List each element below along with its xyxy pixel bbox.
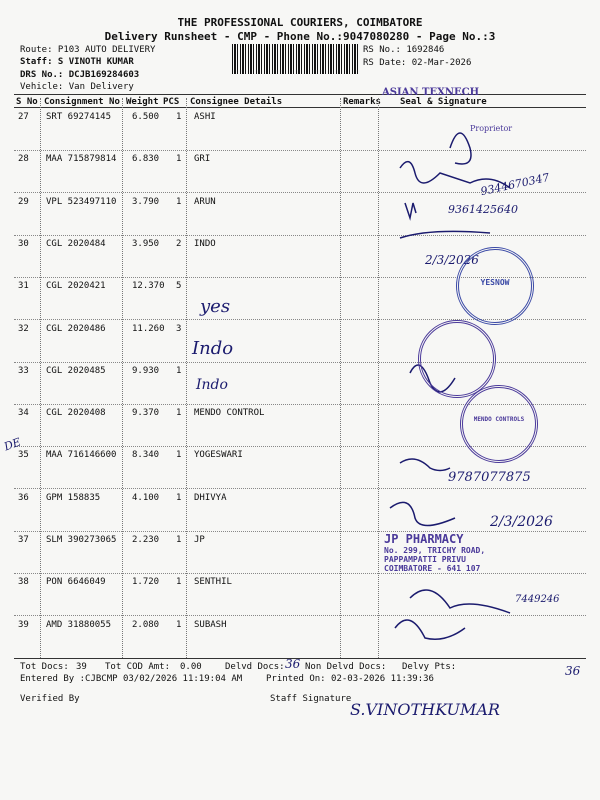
header-rule-top (14, 94, 586, 95)
stamp-line: No. 299, TRICHY ROAD, (384, 546, 486, 555)
row-sno: 30 (18, 238, 29, 249)
row-consignee: ASHI (194, 112, 216, 122)
company-title: THE PROFESSIONAL COURIERS, COIMBATORE (177, 16, 423, 29)
row-weight: 12.370 (132, 281, 165, 292)
tot-docs-label: Tot Docs: (20, 662, 69, 672)
row-weight: 11.260 (132, 323, 165, 334)
handwritten-note: DE (2, 435, 23, 454)
row-consignee: SUBASH (194, 619, 227, 630)
signature-stroke (400, 162, 510, 188)
rs-date: RS Date: 02-Mar-2026 (363, 58, 472, 68)
col-seal: Seal & Signature (400, 97, 487, 107)
row-pcs: 1 (176, 408, 182, 419)
stamp-line: COIMBATORE - 641 107 (384, 564, 481, 573)
handwritten-phone: 9344670347 (479, 170, 551, 199)
row-consignee: SENTHIL (194, 577, 232, 588)
row-sno: 38 (18, 577, 29, 588)
col-consignment: Consignment No (44, 97, 120, 107)
signature-stroke (400, 231, 490, 238)
row-consignee: JP (194, 535, 205, 545)
row-pcs: 1 (176, 154, 182, 165)
row-weight: 9.930 (132, 365, 160, 376)
delvy-pts-value: 36 (565, 664, 581, 678)
printed-on: Printed On: 02-03-2026 11:39:36 (266, 674, 434, 684)
handwritten-phone: 9787077875 (448, 470, 531, 485)
row-consignment: CGL 2020484 (46, 238, 106, 249)
row-consignee: DHIVYA (194, 492, 227, 503)
signature-stroke (450, 133, 471, 164)
row-weight: 6.830 (132, 154, 160, 165)
row-consignment: CGL 2020408 (46, 408, 106, 419)
row-sno: 35 (18, 450, 29, 461)
row-sno: 39 (18, 619, 29, 630)
row-sno: 29 (18, 196, 29, 207)
row-weight: 2.080 (132, 619, 160, 630)
route-label: Route: P103 AUTO DELIVERY (20, 45, 156, 55)
drs-label: DRS No.: DCJB169284603 (20, 70, 140, 80)
row-pcs: 1 (176, 492, 182, 503)
row-pcs: 1 (176, 196, 182, 207)
row-consignment: CGL 2020485 (46, 365, 106, 376)
col-consignee: Consignee Details (190, 97, 283, 107)
row-consignment: PON 6646049 (46, 577, 106, 588)
company-seal (456, 247, 534, 325)
stamp-line: PAPPAMPATTI PRIVU (384, 555, 466, 564)
row-consignment: CGL 2020421 (46, 281, 106, 292)
row-pcs: 1 (176, 619, 182, 630)
stamp-title: JP PHARMACY (384, 532, 464, 546)
row-sno: 32 (18, 323, 29, 334)
handwritten-indo: Indo (192, 338, 234, 359)
row-weight: 1.720 (132, 577, 160, 588)
verified-by: Verified By (20, 694, 80, 704)
handwritten-yes: yes (200, 296, 231, 317)
row-pcs: 2 (176, 238, 182, 249)
jp-pharmacy-stamp (384, 532, 534, 573)
row-consignee: GRI (194, 154, 211, 165)
signature-stroke (390, 502, 455, 525)
row-consignee: MENDO CONTROL (194, 408, 265, 419)
rs-number: RS No.: 1692846 (363, 45, 445, 55)
barcode (232, 44, 360, 74)
row-pcs: 5 (176, 281, 182, 292)
row-consignment: VPL 523497110 (46, 196, 117, 207)
row-consignment: AMD 31880055 (46, 619, 112, 630)
staff-handwritten-signature: S.VINOTHKUMAR (350, 700, 500, 719)
tot-cod-label: Tot COD Amt: (105, 662, 171, 672)
row-weight: 3.790 (132, 196, 160, 207)
signature-stroke (405, 203, 416, 218)
row-sno: 28 (18, 154, 29, 165)
row-consignment: GPM 158835 (46, 492, 101, 503)
col-pcs: PCS (163, 97, 180, 107)
signature-stroke (395, 620, 465, 639)
handwritten-phone: 7449246 (515, 594, 560, 605)
handwritten-phone: 9361425640 (448, 203, 518, 216)
staff-label: Staff: S VINOTH KUMAR (20, 57, 134, 67)
row-pcs: 1 (176, 450, 182, 461)
row-consignment: SRT 69274145 (46, 112, 112, 122)
col-remarks: Remarks (343, 97, 381, 107)
round-seal (418, 320, 496, 398)
row-pcs: 3 (176, 323, 182, 334)
row-weight: 3.950 (132, 238, 160, 249)
row-pcs: 1 (176, 577, 182, 588)
col-sno: S No (16, 97, 38, 107)
row-consignment: CGL 2020486 (46, 323, 106, 334)
row-pcs: 1 (176, 112, 182, 122)
row-consignment: SLM 390273065 (46, 535, 117, 545)
signature-stroke (400, 459, 450, 471)
vehicle-label: Vehicle: Van Delivery (20, 82, 134, 92)
row-consignment: MAA 715879814 (46, 154, 117, 165)
row-sno: 34 (18, 408, 29, 419)
runsheet-subtitle: Delivery Runsheet - CMP - Phone No.:9047080280 - Page No.:3 (104, 30, 496, 43)
handwritten-indo: Indo (196, 377, 228, 393)
delvy-pts-label: Delvy Pts: (402, 662, 457, 672)
row-consignee: ARUN (194, 196, 216, 207)
row-sno: 37 (18, 535, 29, 545)
delvd-docs-label: Delvd Docs: (225, 662, 285, 672)
non-delvd-label: Non Delvd Docs: (305, 662, 387, 672)
delvd-docs-value: 36 (285, 657, 301, 671)
row-weight: 9.370 (132, 408, 160, 419)
col-weight: Weight (126, 97, 159, 107)
tot-cod-value: 0.00 (180, 662, 202, 672)
seal-text: YESNOW (480, 278, 510, 287)
row-weight: 8.340 (132, 450, 160, 461)
proprietor-stamp: Proprietor (470, 124, 513, 133)
staff-signature-label: Staff Signature (270, 694, 352, 704)
signature-stroke (410, 590, 510, 613)
asian-texnech-stamp: ASIAN TEXNECH (382, 87, 480, 98)
handwritten-date: 2/3/2026 (425, 253, 479, 267)
row-pcs: 1 (176, 365, 182, 376)
row-weight: 6.500 (132, 112, 160, 122)
row-consignee: YOGESWARI (194, 450, 243, 461)
handwritten-date: 2/3/2026 (490, 514, 553, 530)
row-pcs: 1 (176, 535, 182, 545)
row-consignment: MAA 716146600 (46, 450, 117, 461)
row-sno: 36 (18, 492, 29, 503)
row-sno: 31 (18, 281, 29, 292)
seal-text: MENDO CONTROLS (473, 416, 525, 423)
row-sno: 27 (18, 112, 29, 122)
mendo-seal (460, 385, 538, 463)
row-weight: 4.100 (132, 492, 160, 503)
row-weight: 2.230 (132, 535, 160, 545)
entered-by: Entered By :CJBCMP 03/02/2026 11:19:04 AM (20, 674, 243, 684)
row-sno: 33 (18, 365, 29, 376)
tot-docs-value: 39 (76, 662, 87, 672)
row-consignee: INDO (194, 238, 216, 249)
